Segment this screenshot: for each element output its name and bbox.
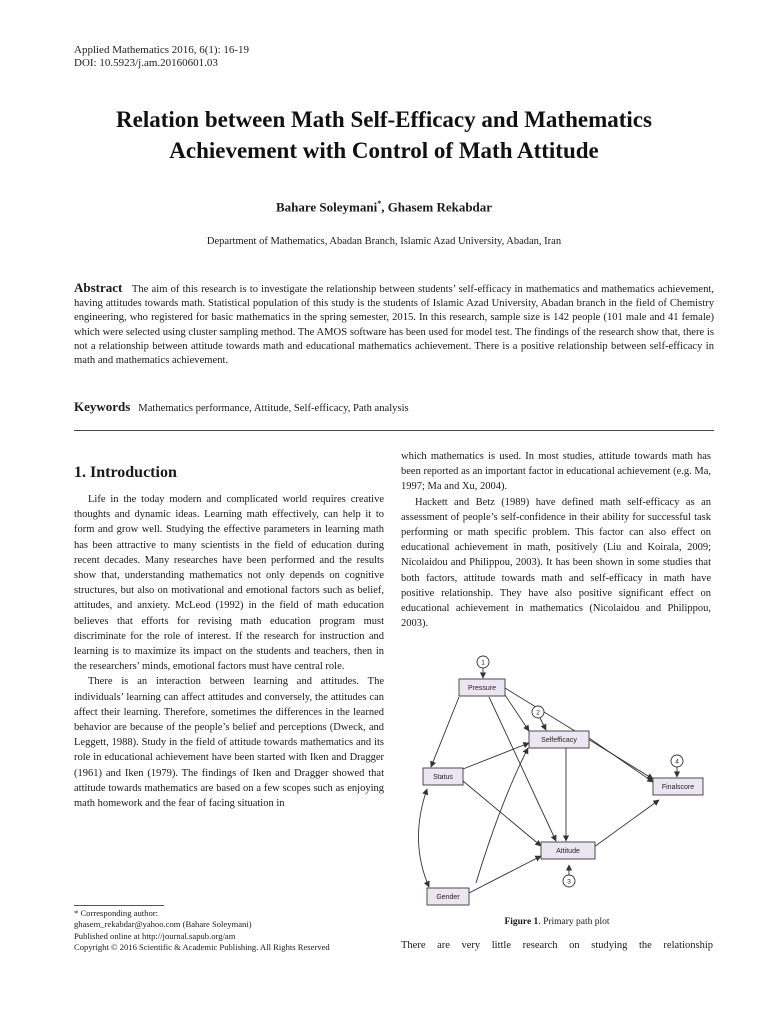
node-gender (427, 888, 469, 905)
intro-paragraph-1: Life in the today modern and complicated world requires creative thoughts and dynamic ideas. Learning math effectively, can help it to form and grow well. Studying the effective parameters in learning math has been attractive to many scientists in the field of education during recent decades. Many researches have been performed and the results show that, understanding mathematics not only depends on cognitive structures, but also on motivational and emotional factors such as belief, attitudes, and anxiety. McLeod (1992) in the field of math education believes that efforts for revising math education program must discriminate for the role of interest. If the research for instruction and learning is to maximize its impact on the students and teachers, then in the researchers’ minds, emotional factors must have central role. (74, 494, 384, 673)
path-pressure-attitude (489, 697, 556, 841)
abstract-text: The aim of this research is to investigate the relationship between students’ self-efficacy in mathematics and mathematics achievement, having attitudes towards math. Statistical population of this study is the students of Islamic Azad University, Abadan branch in the field of Chemistry engineering, who registered for basic mathematics in the spring semester, 2015. In this research, sample size is 142 people (101 male and 41 female) which were selected using cluster sampling method. The AMOS software has been used for model test. The findings of the research show that, there is not a relationship between attitude towards math and educational mathematics achievement. There is a positive relationship between self-efficacy in math and mathematics achievement. (74, 284, 714, 367)
abstract-label: Abstract (74, 280, 123, 295)
paper-title (40, 104, 728, 166)
path-gender-selfefficacy (476, 748, 528, 883)
author-rest: , Ghasem Rekabdar (381, 199, 493, 215)
node-label-status: Status (433, 774, 453, 781)
path-pressure-status (431, 697, 459, 767)
right-last-line: There are very little research on studying the relationship (401, 940, 713, 951)
section-divider (74, 430, 714, 431)
footnote-email: ghasem_rekabdar@yahoo.com (Bahare Soleymani) (74, 919, 252, 930)
node-label-selfefficacy: Selfefficacy (541, 737, 577, 744)
keywords-text: Mathematics performance, Attitude, Self-efficacy, Path analysis (138, 403, 409, 414)
error-node-2 (532, 706, 544, 718)
covariance-status-gender (418, 789, 429, 887)
footnote-copyright: Copyright © 2016 Scientific & Academic Publishing. All Rights Reserved (74, 941, 330, 952)
error-label-1: 1 (481, 659, 485, 667)
intro-heading: 1. Introduction (74, 464, 177, 481)
error-node-3 (563, 875, 575, 887)
figure-caption-text: . Primary path plot (538, 917, 610, 927)
right-paragraph-2: Hackett and Betz (1989) have defined math self-efficacy as an assessment of people’s self-confidence in their ability for successful task performing or math specific problem. This factor can also effect on educational achievement in math, positively (Liu and Koirala, 2009; Nicolaidou and Philippou, 2003). It has been shown in some studies that both factors, attitude towards math and self-efficacy in math have positive relationship. They have also positive significant effect on educational achievement in mathematics (Nicolaidou and Philippou, 2003). (401, 496, 711, 630)
error-node-1 (477, 656, 489, 668)
path-status-attitude (463, 781, 541, 846)
node-status (423, 768, 463, 785)
abstract (74, 281, 714, 368)
right-column (401, 449, 711, 631)
path-selfefficacy-finalscore (589, 738, 653, 782)
doi: DOI: 10.5923/j.am.20160601.03 (74, 57, 218, 69)
footnote-published: Published online at http://journal.sapub.org/am (74, 930, 236, 941)
footnote-corresponding: * Corresponding author: (74, 908, 159, 918)
title-line-1: Relation between Math Self-Efficacy and Mathematics (116, 107, 652, 132)
node-attitude (541, 842, 595, 859)
intro-paragraph-2: There is an interaction between learning and attitudes. The individuals’ learning can affect attitudes and conversely, the attitudes can affect their learning. Therefore, sometimes the differences in the learned behavior are because of the people’s belief and perceptions (Dweck, and Leggett, 1988). Study in the field of attitude towards mathematics and its role in educational achievement have been started with Iken and Dragger (1961) and Iken (1979). The findings of Iken and Dragger showed that attitude towards mathematics are based on a few scopes such as enjoying math homework and the fear of facing situation in (74, 676, 384, 810)
left-column (74, 492, 384, 811)
figure-caption-label: Figure 1 (504, 917, 539, 927)
keywords (74, 399, 714, 415)
error-label-4: 4 (675, 758, 679, 766)
node-label-attitude: Attitude (556, 848, 580, 855)
corresponding-mark: * (377, 199, 382, 208)
footnote-rule (74, 905, 164, 906)
node-label-finalscore: Finalscore (661, 784, 695, 791)
footnotes (74, 908, 394, 953)
arrow-e2-selfefficacy (540, 718, 546, 730)
error-label-3: 3 (567, 878, 571, 886)
node-selfefficacy (529, 731, 589, 748)
node-label-gender: Gender (436, 894, 460, 901)
path-diagram (401, 651, 713, 913)
title-line-2: Achievement with Control of Math Attitude (169, 138, 599, 163)
affiliation: Department of Mathematics, Abadan Branch, Islamic Azad University, Abadan, Iran (206, 236, 562, 247)
right-paragraph-1: which mathematics is used. In most studies, attitude towards math has been reported as an important factor in educational achievement (e.g. Ma, 1997; Ma and Xu, 2004). (401, 451, 711, 493)
error-node-4 (671, 755, 683, 767)
keywords-label: Keywords (74, 399, 131, 414)
error-label-2: 2 (536, 709, 540, 717)
path-status-selfefficacy (463, 743, 529, 769)
node-finalscore (653, 778, 703, 795)
author-first: Bahare Soleymani (275, 199, 378, 215)
path-attitude-finalscore (594, 800, 659, 847)
authors (0, 199, 768, 215)
node-label-pressure: Pressure (467, 685, 497, 692)
figure-caption (401, 917, 713, 927)
node-pressure (459, 679, 505, 696)
journal-citation: Applied Mathematics 2016, 6(1): 16-19 (74, 44, 250, 56)
